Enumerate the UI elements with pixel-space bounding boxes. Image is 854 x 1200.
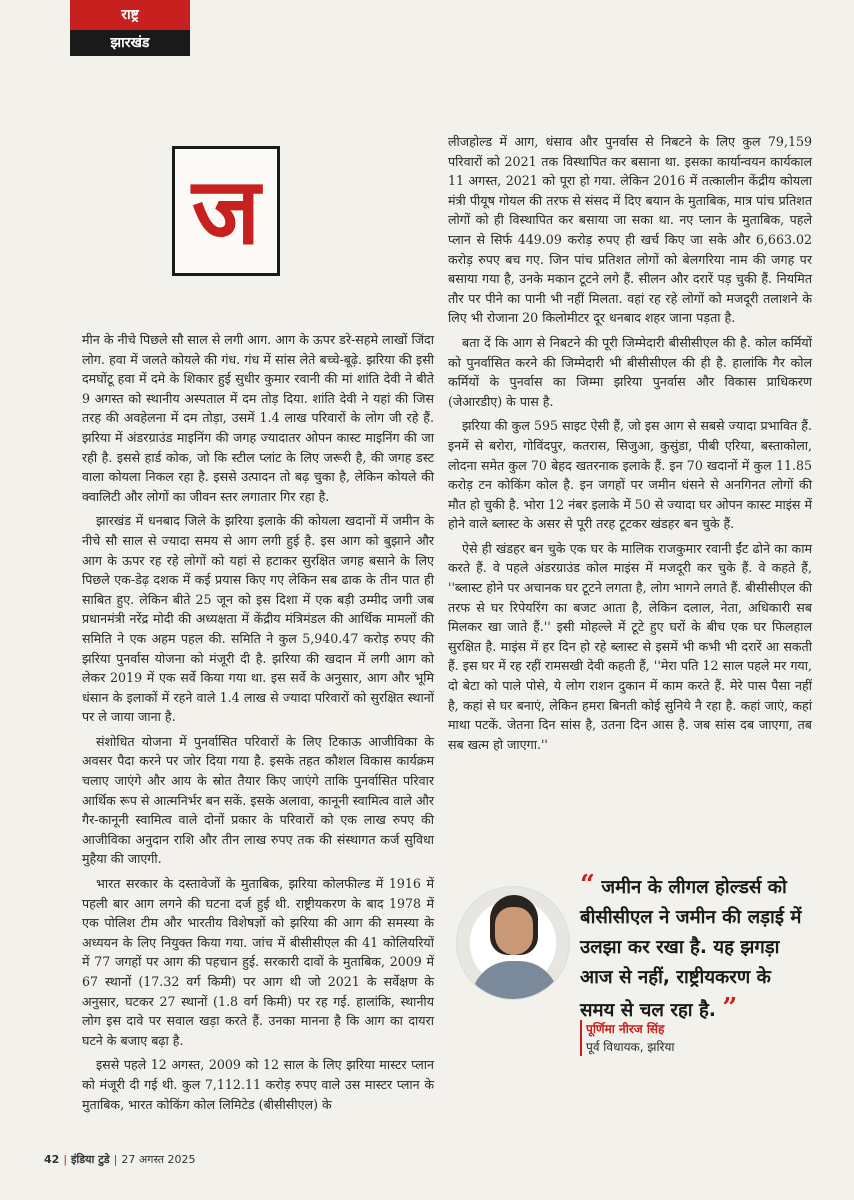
page-footer: 42 | इंडिया टुडे | 27 अगस्त 2025 (44, 1153, 196, 1166)
open-quote-icon: “ (580, 870, 595, 900)
issue-date: 27 अगस्त 2025 (121, 1153, 196, 1166)
paragraph: बता दें कि आग से निबटने की पूरी जिम्मेदारी बीसीसीएल की है. कोल कर्मियों को पुनर्वासित करने की जिम्मेदारी भी बीसीसीएल की ही है. हालांकि गैर कोल कर्मियों के पुनर्वास का जिम्मा झरिया पुनर्वास और विकास प्राधिकरण (जेआरडीए) के पास है. (448, 334, 812, 409)
right-column (448, 132, 812, 759)
paragraph: झरिया की कुल 595 साइट ऐसी हैं, जो इस आग से सबसे ज्यादा प्रभावित हैं. इनमें से बरोरा, गोविंदपुर, कतरास, सिजुआ, कुसुंडा, पीबी एरिया, बस्ताकोला, लोदना समेत कुल 70 बेहद खतरनाक इलाके हैं. इन 70 खदानों में कुल 11.85 करोड़ टन कोकिंग कोल है. इन जगहों पर जमीन धंसने से अनगिनत लोगों की मौत हो चुकी है. भोरा 12 नंबर इलाके में 50 से ज्यादा घर ओपन कास्ट माइंस में होने वाले ब्लास्ट के असर से पूरी तरह टूटकर खंडहर बन चुके हैं. (448, 418, 812, 532)
quote-designation: पूर्व विधायक, झरिया (586, 1040, 675, 1054)
paragraph: संशोधित योजना में पुनर्वासित परिवारों के लिए टिकाऊ आजीविका के अवसर पैदा करने पर जोर दिया गया है. इसके तहत कौशल विकास कार्यक्रम चलाए जाएंगे और आय के स्रोत तैयार किए जाएंगे ताकि पुनर्वासित परिवार आर्थिक रूप से आत्मनिर्भर बन सकें. इसके अलावा, कानूनी स्वामित्व वाले और गैर-कानूनी स्वामित्व वाले दोनों प्रकार के परिवारों को एक लाख रुपए की आजीविका अनुदान राशि और तीन लाख रुपए तक की संस्थागत कर्ज सुविधा मुहैया की जाएगी. (82, 733, 434, 867)
paragraph: लीजहोल्ड में आग, धंसाव और पुनर्वास से निबटने के लिए कुल 79,159 परिवारों को 2021 तक विस्थापित कर बसाना था. इसका कार्यान्वयन कार्यकाल 11 अगस्त, 2021 को पूरा हो गया. लेकिन 2016 में तत्कालीन केंद्रीय कोयला मंत्री पीयूष गोयल की तरफ से संसद में दिए बयान के मुताबिक, मात्र पांच प्रतिशत लोगों को ही विस्थापित कर बसाया जा सका था. नए प्लान के मुताबिक, पहले प्लान से सिर्फ 449.09 करोड़ रुपए ही खर्च किए जा सके और 6,663.02 करोड़ रुपए बच गए. जिन पांच प्रतिशत लोगों को बेलगरिया नाम की जगह पर बसाया गया है, उनके मकान टूटने लगे हैं. सीलन और दरारें पड़ चुकी हैं. नियमित तौर पर पीने का पानी भी नहीं मिलता. वहां रह रहे लोगों को मजदूरी तलाशने के लिए भी रोजाना 20 किलोमीटर दूर धनबाद शहर जाना पड़ता है. (448, 134, 812, 326)
quote-attribution (580, 1020, 675, 1056)
section-tag (70, 0, 190, 56)
left-column (82, 330, 434, 1119)
quote-author: पूर्णिमा नीरज सिंह (586, 1022, 665, 1036)
paragraph: मीन के नीचे पिछले सौ साल से लगी आग. आग के ऊपर डरे-सहमे लाखों जिंदा लोग. हवा में जलते कोयले की गंध. गंध में सांस लेते बच्चे-बूढ़े. झरिया की इसी दमघोंटू हवा में दमे के शिकार हुई सुधीर कुमार रवानी की मां शांति देवी ने बीते 9 अगस्त को स्थानीय अस्पताल में दम तोड़ दिया. शांति देवी ने यहां की जिस तरह की अवहेलना में दम तोड़ा, उसमें 1.4 लाख परिवारों के लोग जी रहे हैं. झरिया में अंडरग्राउंड माइनिंग की जगह ज्यादातर ओपन कास्ट माइनिंग की जा रही है. इससे हार्ड कोक, जो कि स्टील प्लांट के लिए जरूरी है, की जगह डस्ट वाला कोयला निकल रहा है. इससे उत्पादन तो बढ़ चुका है, लेकिन कोयले की क्वालिटी और लोगों का जीवन स्तर लगातार गिर रहा है. (82, 332, 434, 504)
drop-cap (172, 146, 280, 276)
paragraph: झारखंड में धनबाद जिले के झरिया इलाके की कोयला खदानों में जमीन के नीचे सौ साल से ज्यादा समय से आग लगी हुई है. इस आग को बुझाने और आग के ऊपर रह रहे लोगों को यहां से हटाकर सुरक्षित जगह बसाने के लिए पिछले एक-डेढ़ दशक में कई प्रयास किए गए लेकिन सब ढाक के तीन पात ही साबित हुए. लेकिन बीते 25 जून को इस दिशा में एक बड़ी उम्मीद जगी जब प्रधानमंत्री नरेंद्र मोदी की अध्यक्षता में केंद्रीय मंत्रिमंडल की आर्थिक मामलों की समिति ने एक अहम पहल की. समिति ने कुल 5,940.47 करोड़ रुपए की झरिया पुनर्वास योजना को मंजूरी दी है. झरिया की खदान में लगी आग को लेकर 2019 में एक सर्वे किया गया था. इस सर्वे के अनुसार, आग और भूमि धंसान के इलाकों में रहने वाले 1.4 लाख से ज्यादा परिवारों को सुरक्षित स्थानों पर ले जाया जाना है. (82, 513, 434, 725)
avatar-face (495, 907, 533, 955)
close-quote-icon: ” (722, 993, 738, 1023)
drop-cap-letter: ज (191, 157, 261, 265)
subsection-label: झारखंड (70, 30, 190, 56)
avatar (456, 886, 570, 1000)
quote-body: जमीन के लीगल होल्डर्स को बीसीसीएल ने जमीन की लड़ाई में उलझा कर रखा है. यह झगड़ा आज से नहीं, राष्ट्रीयकरण के समय से चल रहा है. (580, 877, 802, 1021)
paragraph: इससे पहले 12 अगस्त, 2009 को 12 साल के लिए झरिया मास्टर प्लान को मंजूरी दी गई थी. कुल 7,112.11 करोड़ रुपए वाले उस मास्टर प्लान के मुताबिक, भारत कोकिंग कोल लिमिटेड (बीसीसीएल) के (82, 1057, 434, 1112)
avatar-body (471, 961, 559, 1000)
paragraph: ऐसे ही खंडहर बन चुके एक घर के मालिक राजकुमार रवानी ईंट ढोने का काम करते हैं. वे पहले अंडरग्राउंड कोल माइंस में मजदूरी कर चुके हैं. वे कहते हैं, ''ब्लास्ट होने पर अचानक घर टूटने लगता है, लोग भागने लगते हैं. बीसीसीएल की तरफ से घर रिपेयरिंग का बजट आता है, लेकिन दलाल, नेता, अधिकारी सब मिलकर खा जाते हैं.'' इसी मोहल्ले में टूटे हुए घरों के बीच एक घर फिलहाल सुरक्षित है. माइंस में हर दिन हो रहे ब्लास्ट से इसमें भी कभी भी दरारें आ सकती हैं. इस घर में रह रहीं रामसखी देवी कहती हैं, ''मेरा पति 12 साल पहले मर गया, दो बेटा को पाले पोसे, ये लोग राशन दुकान में काम करते हैं. मेरे पास पैसा नहीं है, कहां से घर बनाएं, लेकिन हमरा बिनती कोई सुनिये नै रहा है. कहां जाएं, कहां माथा पटकें. जेतना दिन सांस है, उतना दिन आस है. जब सांस दब जाएगा, तब सब खत्म हो जाएगा.'' (448, 540, 812, 752)
section-label: राष्ट्र (70, 0, 190, 30)
page-number: 42 (44, 1153, 60, 1166)
pull-quote (448, 860, 818, 1070)
magazine-name: इंडिया टुडे (71, 1153, 110, 1166)
paragraph: भारत सरकार के दस्तावेजों के मुताबिक, झरिया कोलफील्ड में 1916 में पहली बार आग लगने की घटना दर्ज हुई थी. राष्ट्रीयकरण के बाद 1978 में एक पोलिश टीम और भारतीय विशेषज्ञों को झरिया की आग की समस्या के अध्ययन के लिए नियुक्त किया गया. जांच में बीसीसीएल की 41 कोलियरियों में 77 जगहों पर आग की पहचान हुई. सरकारी दावों के मुताबिक, 2009 में 67 स्थानों (17.32 वर्ग किमी) पर आग थी जो 2021 के सर्वेक्षण के अनुसार, घटकर 27 स्थानों (1.8 वर्ग किमी) पर रह गई. हालांकि, स्थानीय लोग इस दावे पर सवाल खड़ा करते हैं. उनका मानना है कि आग का दायरा घटने के बजाए बढ़ा है. (82, 876, 434, 1048)
quote-text (580, 870, 808, 1026)
